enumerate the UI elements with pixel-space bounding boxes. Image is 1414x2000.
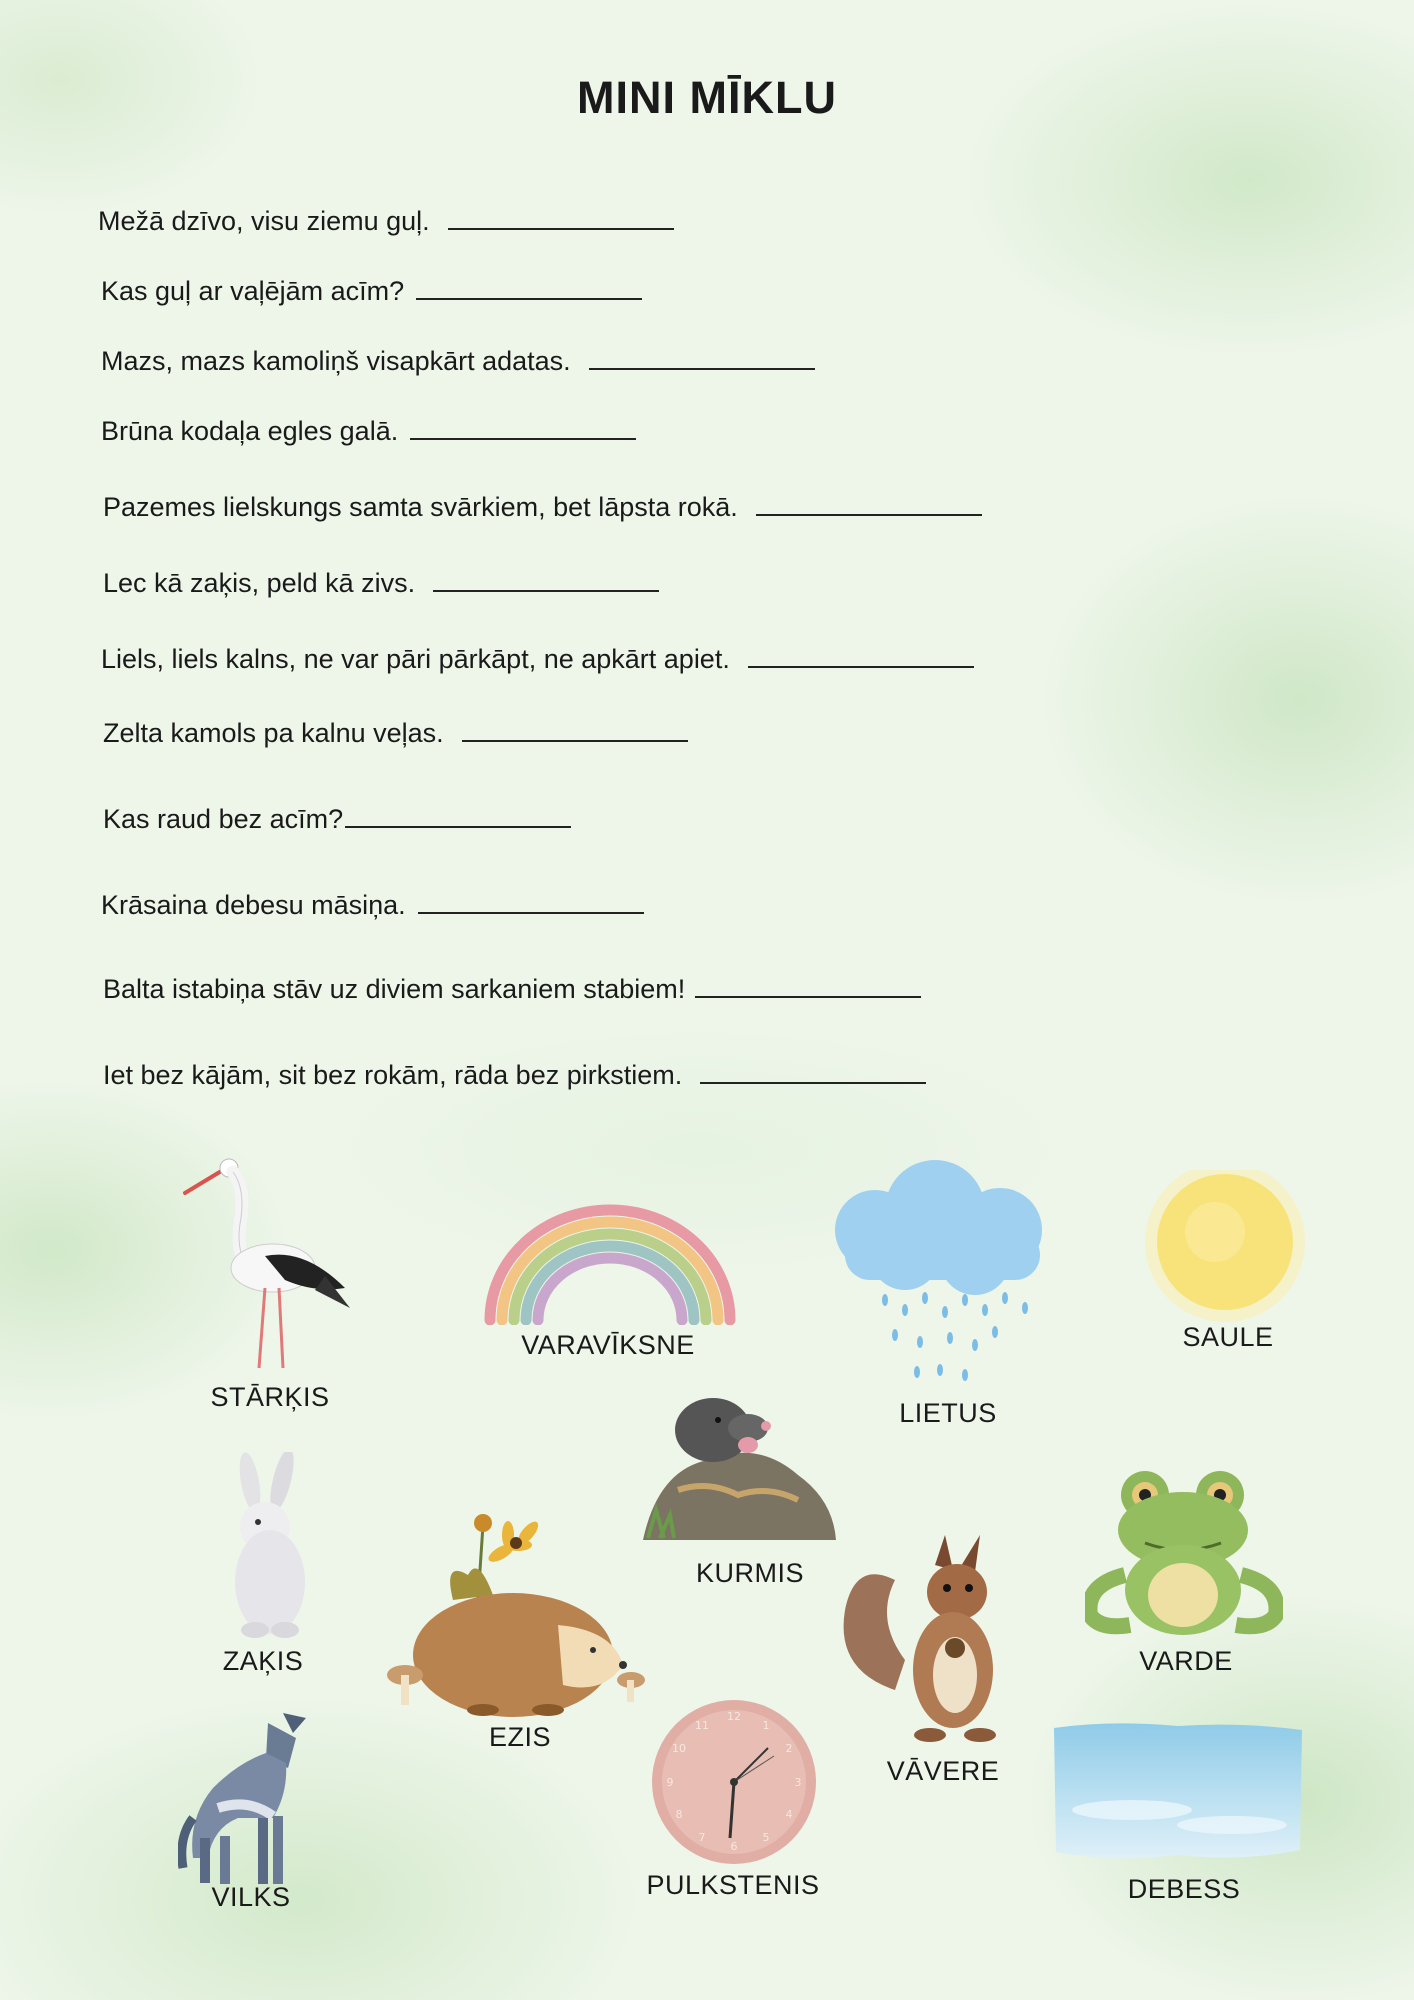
riddle-12	[103, 1060, 926, 1091]
svg-text:5: 5	[762, 1831, 770, 1844]
riddle-8	[103, 718, 688, 749]
riddle-text: Balta istabiņa stāv uz diviem sarkaniem stabiem!	[103, 974, 686, 1004]
riddle-6	[103, 568, 659, 599]
answer-blank[interactable]	[410, 416, 636, 440]
picture-label-ezis: EZIS	[488, 1722, 552, 1752]
answer-blank[interactable]	[416, 276, 642, 300]
answer-blank[interactable]	[462, 718, 688, 742]
answer-blank[interactable]	[748, 644, 974, 668]
svg-text:10: 10	[672, 1742, 686, 1755]
riddle-5	[103, 492, 982, 523]
squirrel-icon	[835, 1530, 1010, 1750]
riddle-2	[101, 276, 642, 307]
picture-label-pulkstenis: PULKSTENIS	[646, 1870, 820, 1900]
picture-label-zakis: ZAĶIS	[222, 1646, 304, 1676]
riddle-text: Liels, liels kalns, ne var pāri pārkāpt, ne apkārt apiet.	[101, 644, 730, 674]
picture-label-vavere: VĀVERE	[886, 1756, 1000, 1786]
picture-label-starkis: STĀRĶIS	[210, 1382, 330, 1412]
picture-label-varaviksne: VARAVĪKSNE	[521, 1330, 695, 1360]
page-title: MINI MĪKLU	[577, 72, 837, 123]
picture-label-varde: VARDE	[1139, 1646, 1233, 1676]
answer-blank[interactable]	[756, 492, 982, 516]
riddle-text: Kas guļ ar vaļējām acīm?	[101, 276, 405, 306]
svg-text:12: 12	[727, 1710, 741, 1723]
rain-cloud-icon	[825, 1160, 1060, 1390]
riddle-text: Pazemes lielskungs samta svārkiem, bet lāpsta rokā.	[103, 492, 738, 522]
sky-icon	[1052, 1720, 1304, 1865]
riddle-text: Iet bez kājām, sit bez rokām, rāda bez pirkstiem.	[103, 1060, 683, 1090]
picture-label-vilks: VILKS	[211, 1882, 291, 1912]
hedgehog-icon	[383, 1505, 648, 1725]
sun-icon	[1130, 1170, 1320, 1330]
riddle-7	[101, 644, 974, 675]
picture-label-debess: DEBESS	[1127, 1874, 1241, 1904]
riddle-text: Brūna kodaļa egles galā.	[101, 416, 399, 446]
stork-icon	[175, 1148, 355, 1373]
riddle-11	[103, 974, 921, 1005]
answer-blank[interactable]	[418, 890, 644, 914]
picture-label-lietus: LIETUS	[899, 1398, 997, 1428]
rabbit-icon	[220, 1452, 320, 1640]
picture-label-saule: SAULE	[1182, 1322, 1274, 1352]
svg-text:6: 6	[730, 1840, 738, 1853]
svg-text:7: 7	[698, 1831, 706, 1844]
answer-blank[interactable]	[700, 1060, 926, 1084]
answer-blank[interactable]	[433, 568, 659, 592]
riddle-10	[101, 890, 644, 921]
svg-text:1: 1	[762, 1719, 770, 1732]
answer-blank[interactable]	[345, 804, 571, 828]
svg-text:4: 4	[785, 1808, 793, 1821]
riddle-text: Mazs, mazs kamoliņš visapkārt adatas.	[101, 346, 571, 376]
svg-text:3: 3	[794, 1776, 802, 1789]
riddle-1	[98, 206, 674, 237]
riddle-text: Lec kā zaķis, peld kā zivs.	[103, 568, 416, 598]
answer-blank[interactable]	[695, 974, 921, 998]
riddle-3	[101, 346, 815, 377]
wolf-icon	[178, 1708, 323, 1888]
riddle-9	[103, 804, 571, 835]
svg-text:2: 2	[785, 1742, 793, 1755]
answer-blank[interactable]	[589, 346, 815, 370]
riddle-text: Kas raud bez acīm?	[103, 804, 344, 834]
svg-text:8: 8	[675, 1808, 683, 1821]
riddle-text: Mežā dzīvo, visu ziemu guļ.	[98, 206, 430, 236]
frog-icon	[1085, 1465, 1283, 1645]
rainbow-icon	[480, 1195, 740, 1325]
clock-icon	[650, 1698, 818, 1866]
svg-text:11: 11	[695, 1719, 709, 1732]
riddle-text: Krāsaina debesu māsiņa.	[101, 890, 406, 920]
riddle-text: Zelta kamols pa kalnu veļas.	[103, 718, 444, 748]
picture-label-kurmis: KURMIS	[695, 1558, 805, 1588]
svg-text:9: 9	[666, 1776, 674, 1789]
answer-blank[interactable]	[448, 206, 674, 230]
mole-icon	[638, 1390, 838, 1545]
riddle-4	[101, 416, 636, 447]
